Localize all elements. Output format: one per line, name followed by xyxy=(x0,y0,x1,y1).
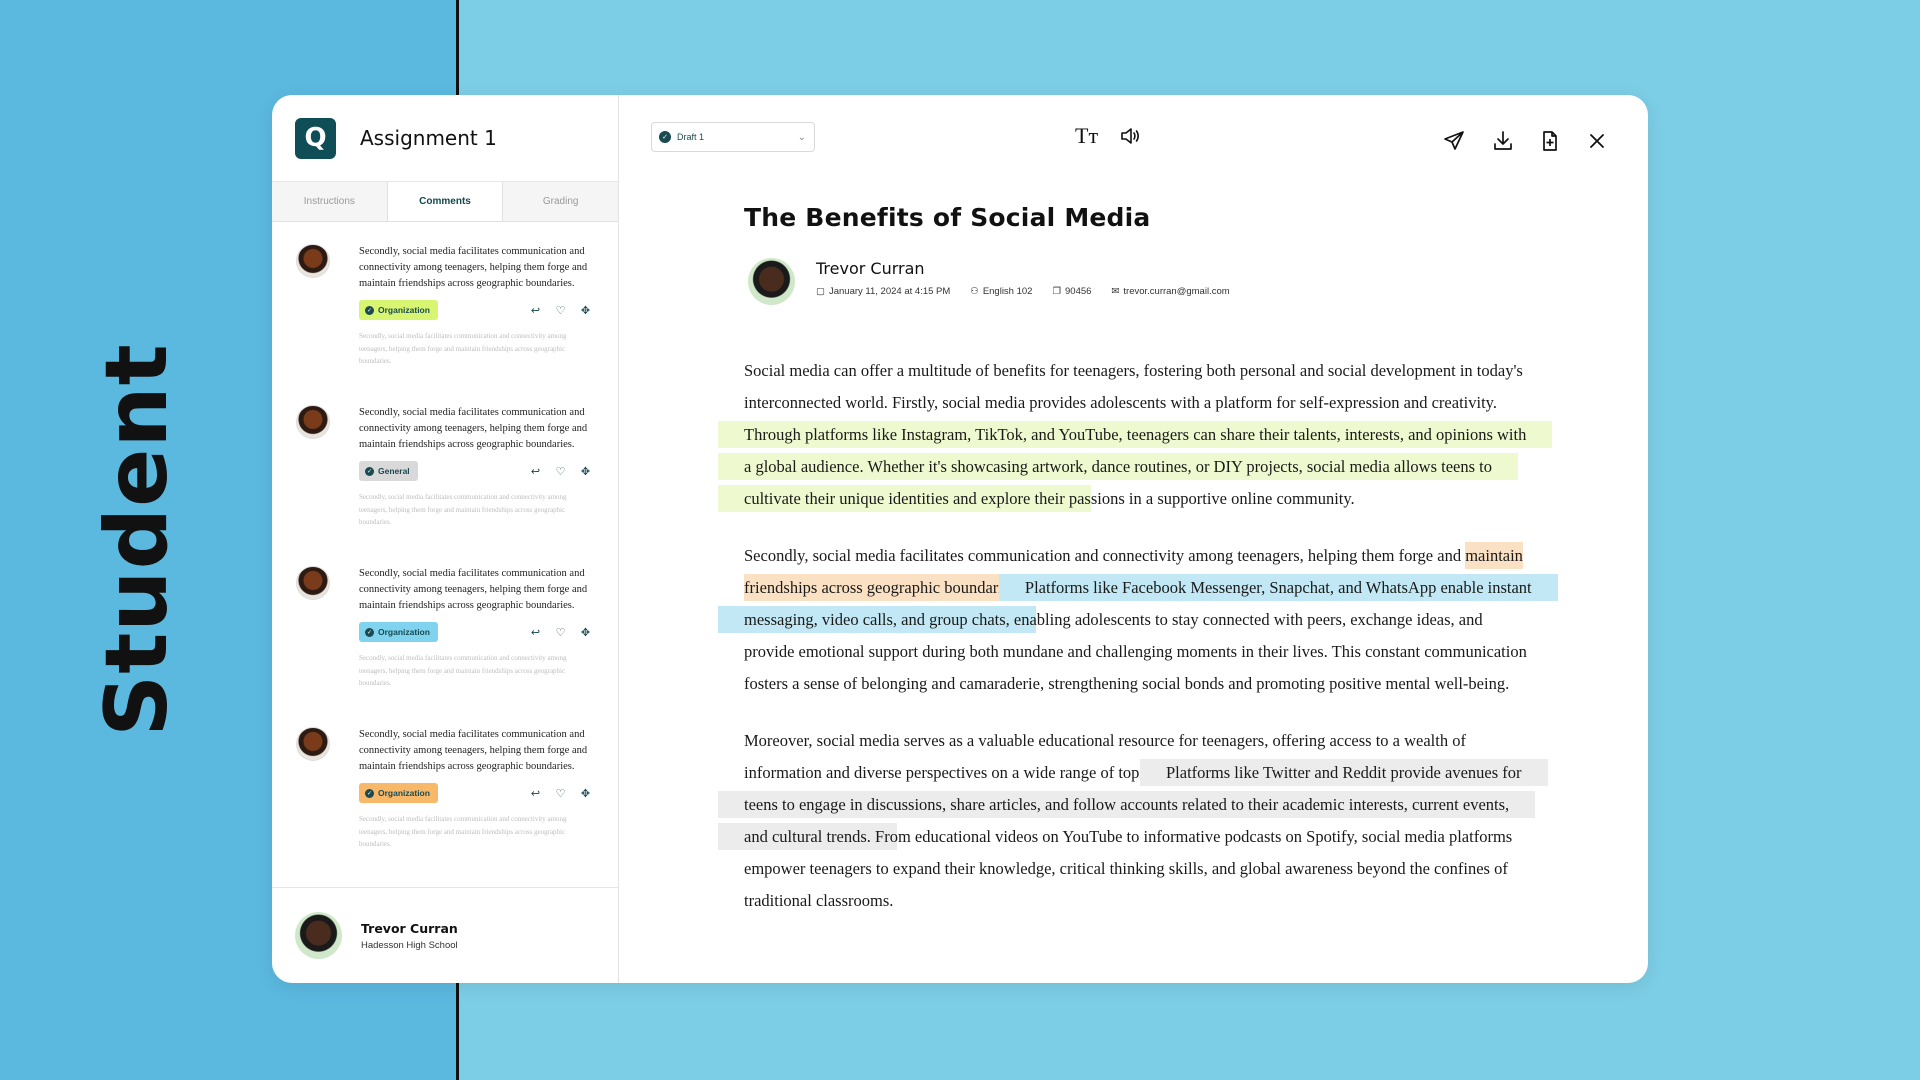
comment-preview: Secondly, social media facilitates communication and connectivity among teenagers, helping them forge and maintain friendships across geographic boundaries. xyxy=(359,815,567,848)
draft-select[interactable] xyxy=(651,122,815,152)
check-icon: ✓ xyxy=(366,790,373,797)
app-window xyxy=(272,95,1648,983)
comment-tag-label: General xyxy=(378,466,410,476)
paragraph-text: From educational videos on YouTube to informative podcasts on Spotify, social media platforms empower teenagers to expand their knowledge, critical thinking skills, and global awareness beyond the confines of traditional classrooms. xyxy=(744,827,1513,910)
reply-icon[interactable]: ↩ xyxy=(530,304,541,317)
speaker-icon[interactable] xyxy=(1120,123,1140,149)
comment-tag-badge[interactable] xyxy=(359,783,438,803)
heart-icon[interactable]: ♡ xyxy=(555,787,566,800)
comment-tag-badge[interactable] xyxy=(359,622,438,642)
tab-instructions[interactable]: Instructions xyxy=(303,196,355,207)
assignment-title: Assignment 1 xyxy=(360,126,497,150)
move-icon[interactable]: ✥ xyxy=(580,787,591,800)
paragraph-text: Moreover, social media serves as a valuable educational resource for teenagers, offering access to a wealth of information and diverse perspectives on a wide range of topics. xyxy=(744,731,1466,782)
close-icon[interactable] xyxy=(1585,129,1609,153)
commenter-avatar xyxy=(296,405,330,439)
comment-tag-label: Organization xyxy=(378,627,430,637)
comment-tag-label: Organization xyxy=(378,305,430,315)
highlight-comment[interactable]: Through platforms like Instagram, TikTok, and YouTube, teenagers can share their talents, interests, and opinions with a global audience. Whether it's showcasing artwork, dance routines, or DIY projects, social media allows teens to cultivate their unique identities and explore their xyxy=(744,421,1526,512)
document-title: The Benefits of Social Media xyxy=(744,203,1151,232)
essay-paragraph xyxy=(744,725,1534,917)
document-pane xyxy=(619,95,1648,983)
tab-comments[interactable]: Comments xyxy=(387,182,504,221)
check-icon: ✓ xyxy=(659,131,671,143)
submission-date: January 11, 2024 at 4:15 PM xyxy=(828,285,951,297)
comment-item[interactable] xyxy=(272,244,618,405)
highlight-comment[interactable]: maintain friendships across geographic boundaries. xyxy=(744,542,1523,601)
comment-preview: Secondly, social media facilitates communication and connectivity among teenagers, helping them forge and maintain friendships across geographic boundaries. xyxy=(359,493,567,526)
sidebar-footer-user[interactable] xyxy=(272,887,618,983)
group-icon: ⚇ xyxy=(970,285,979,297)
paragraph-text: Social media can offer a multitude of benefits for teenagers, fostering both personal and social development in today's interconnected world. Firstly, social media provides adolescents with a platform for self-expression and creativity. xyxy=(744,361,1523,412)
comment-list xyxy=(272,222,618,888)
move-icon[interactable]: ✥ xyxy=(580,465,591,478)
text-size-icon[interactable]: Tт xyxy=(1075,123,1099,148)
reply-icon[interactable]: ↩ xyxy=(530,787,541,800)
comment-item[interactable] xyxy=(272,405,618,566)
user-avatar xyxy=(295,912,342,959)
essay-body xyxy=(744,355,1534,942)
comment-preview: Secondly, social media facilitates communication and connectivity among teenagers, helping them forge and maintain friendships across geographic boundaries. xyxy=(359,654,567,687)
calendar-icon: ▢ xyxy=(816,285,825,297)
mail-icon: ✉ xyxy=(1111,285,1120,297)
app-logo-icon[interactable]: Q xyxy=(295,118,336,159)
author-email: trevor.curran@gmail.com xyxy=(1123,285,1230,297)
comment-actions xyxy=(359,622,596,642)
comment-text: Secondly, social media facilitates communication and connectivity among teenagers, helping them forge and maintain friendships across geographic boundaries. xyxy=(359,246,588,289)
comment-item[interactable] xyxy=(272,727,618,888)
heart-icon[interactable]: ♡ xyxy=(555,465,566,478)
comment-actions xyxy=(359,300,596,320)
comment-actions xyxy=(359,783,596,803)
tab-grading[interactable]: Grading xyxy=(542,196,579,207)
heart-icon[interactable]: ♡ xyxy=(555,626,566,639)
comment-text: Secondly, social media facilitates communication and connectivity among teenagers, helping them forge and maintain friendships across geographic boundaries. xyxy=(359,568,588,611)
user-name: Trevor Curran xyxy=(361,920,458,936)
reply-icon[interactable]: ↩ xyxy=(530,465,541,478)
download-icon[interactable] xyxy=(1491,129,1515,153)
copy-icon: ❐ xyxy=(1052,285,1061,297)
commenter-avatar xyxy=(296,727,330,761)
comment-item[interactable] xyxy=(272,566,618,727)
course-name: English 102 xyxy=(982,285,1033,297)
author-name: Trevor Curran xyxy=(816,258,925,278)
comment-tag-badge[interactable] xyxy=(359,461,418,481)
commenter-avatar xyxy=(296,566,330,600)
paragraph-text: Secondly, social media facilitates communication and connectivity among teenagers, helping them forge and xyxy=(744,546,1466,565)
comment-actions xyxy=(359,461,596,481)
student-label: Student xyxy=(87,343,187,737)
commenter-avatar xyxy=(296,244,330,278)
heart-icon[interactable]: ♡ xyxy=(555,304,566,317)
paragraph-text: enabling adolescents to stay connected with peers, exchange ideas, and provide emotional support during both mundane and challenging moments in their lives. This constant communication fosters a sense of belonging and camaraderie, strengthening social bonds and promoting positive mental well-being. xyxy=(744,610,1527,693)
add-file-icon[interactable] xyxy=(1538,129,1562,153)
comment-preview: Secondly, social media facilitates communication and connectivity among teenagers, helping them forge and maintain friendships across geographic boundaries. xyxy=(359,332,567,365)
essay-paragraph xyxy=(744,540,1534,700)
paragraph-text: passions in a supportive online community. xyxy=(1064,489,1355,508)
check-icon: ✓ xyxy=(366,629,373,636)
highlight-comment[interactable]: Platforms like Facebook Messenger, Snapchat, and WhatsApp enable instant messaging, video calls, and group chats, xyxy=(744,574,1532,633)
comment-text: Secondly, social media facilitates communication and connectivity among teenagers, helping them forge and maintain friendships across geographic boundaries. xyxy=(359,729,588,772)
draft-label: Draft 1 xyxy=(677,132,705,142)
user-school: Hadesson High School xyxy=(361,939,458,951)
sidebar xyxy=(272,95,619,983)
sidebar-header xyxy=(272,95,618,182)
author-avatar xyxy=(748,258,795,305)
sidebar-tabs xyxy=(272,182,618,222)
check-icon: ✓ xyxy=(366,307,373,314)
highlight-comment[interactable]: Platforms like Twitter and Reddit provide avenues for teens to engage in discussions, share articles, and follow accounts related to their academic interests, current events, and cultural trends. xyxy=(744,759,1522,850)
author-block xyxy=(748,258,1230,305)
move-icon[interactable]: ✥ xyxy=(580,626,591,639)
send-icon[interactable] xyxy=(1442,129,1466,153)
comment-tag-label: Organization xyxy=(378,788,430,798)
chevron-down-icon: ⌄ xyxy=(797,131,806,143)
comment-tag-badge[interactable] xyxy=(359,300,438,320)
essay-paragraph xyxy=(744,355,1534,515)
reply-icon[interactable]: ↩ xyxy=(530,626,541,639)
student-id: 90456 xyxy=(1065,285,1092,297)
move-icon[interactable]: ✥ xyxy=(580,304,591,317)
comment-text: Secondly, social media facilitates communication and connectivity among teenagers, helping them forge and maintain friendships across geographic boundaries. xyxy=(359,407,588,450)
check-icon: ✓ xyxy=(366,468,373,475)
